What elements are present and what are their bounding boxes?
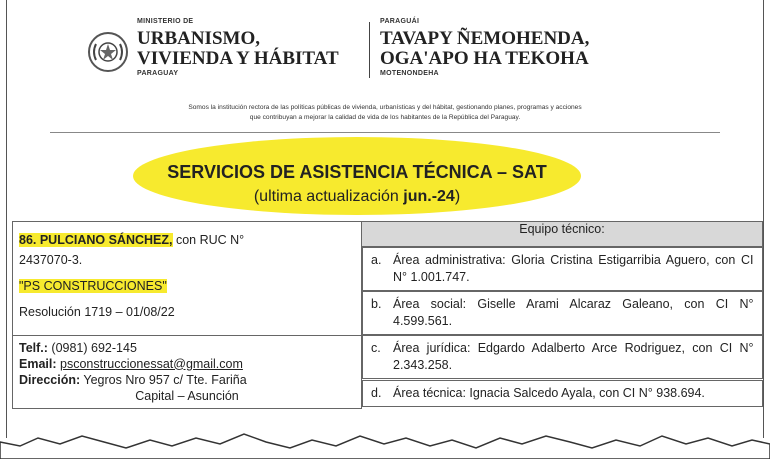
guarani-label-top: PARAGUÁI xyxy=(380,18,420,25)
contact-cell xyxy=(13,335,362,408)
update-note xyxy=(133,188,581,206)
update-date: jun.-24 xyxy=(403,188,455,205)
team-item-text: Área social: Giselle Arami Alcaraz Galeano, con CI N° 4.599.561. xyxy=(393,297,754,328)
team-item-letter: c. xyxy=(371,341,381,355)
team-item xyxy=(362,380,763,407)
provider-ruc-number: 2437070-3. xyxy=(19,253,83,267)
header-divider xyxy=(369,22,370,78)
email-link[interactable]: psconstruccionessat@gmail.com xyxy=(60,356,243,371)
company-name: "PS CONSTRUCCIONES" xyxy=(19,279,167,293)
national-seal-icon xyxy=(86,30,130,74)
guarani-name-line2: OGA'APO HA TEKOHA xyxy=(380,48,589,69)
resolution: Resolución 1719 – 01/08/22 xyxy=(19,305,175,319)
provider-cell xyxy=(13,222,362,336)
ministry-name-line2: VIVIENDA Y HÁBITAT xyxy=(137,48,339,69)
provider-number-name: 86. PULCIANO SÁNCHEZ, xyxy=(19,233,173,247)
page-title: SERVICIOS DE ASISTENCIA TÉCNICA – SAT xyxy=(167,162,547,182)
ministry-name-line1: URBANISMO, xyxy=(137,28,260,49)
team-item-text: Área jurídica: Edgardo Adalberto Arce Rodriguez, con CI N° 2.343.258. xyxy=(393,341,754,372)
header-rule xyxy=(50,132,720,133)
team-item-letter: b. xyxy=(371,297,382,311)
phone-value: (0981) 692-145 xyxy=(47,340,137,355)
team-item-letter: a. xyxy=(371,253,382,267)
guarani-label-bottom: MOTENONDEHA xyxy=(380,70,439,77)
address-label: Dirección: xyxy=(19,372,81,387)
phone-label: Telf.: xyxy=(19,340,48,355)
team-item xyxy=(362,291,763,335)
team-item xyxy=(362,335,763,379)
tagline-line2: que contribuyan a mejorar la calidad de vida de los habitantes de la República del Paraguay. xyxy=(249,114,521,121)
team-item-letter: d. xyxy=(371,386,382,401)
guarani-name-line1: TAVAPY ÑEMOHENDA, xyxy=(380,28,590,49)
sat-table xyxy=(12,221,763,409)
torn-edge xyxy=(0,420,770,459)
update-suffix: ) xyxy=(454,188,461,205)
ministry-label-bottom: PARAGUAY xyxy=(137,70,179,77)
team-item xyxy=(362,247,763,291)
email-label: Email: xyxy=(19,356,57,371)
update-prefix: (ultima actualización xyxy=(253,188,404,205)
address-line1: Yegros Nro 957 c/ Tte. Fariña xyxy=(80,372,247,387)
tagline-line1: Somos la institución rectora de las políticas públicas de vivienda, urbanísticas y del hábitat, gestionando planes, programas y acciones xyxy=(188,104,582,111)
provider-ruc-label: con RUC N° xyxy=(172,233,245,247)
mission-tagline xyxy=(40,103,730,123)
team-item-text: Área administrativa: Gloria Cristina Estigarribia Aguero, con CI N° 1.001.747. xyxy=(393,253,754,284)
team-header: Equipo técnico: xyxy=(362,222,763,247)
address-line2: Capital – Asunción xyxy=(135,388,239,403)
team-item-text: Área técnica: Ignacia Salcedo Ayala, con CI N° 938.694. xyxy=(393,386,705,401)
ministry-label-top: MINISTERIO DE xyxy=(137,18,194,25)
